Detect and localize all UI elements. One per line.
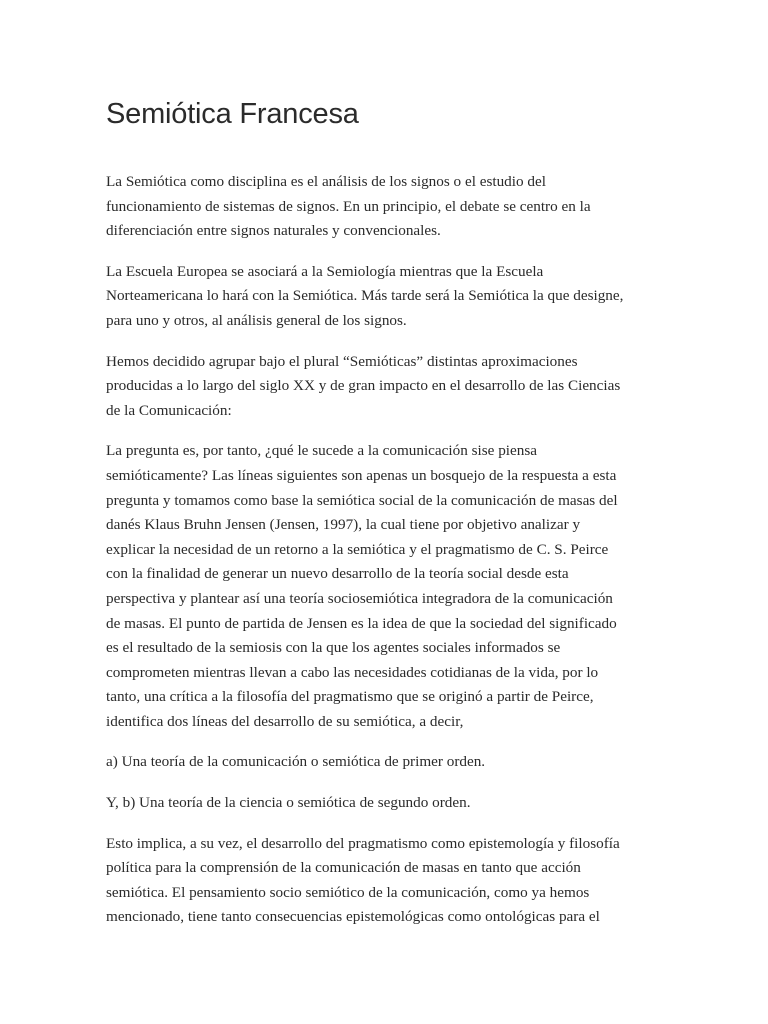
text-line: Norteamericana lo hará con la Semiótica. Más tarde será la Semiótica la que designe, (106, 287, 624, 305)
text-line: de la Comunicación: (106, 401, 232, 419)
paragraph (106, 439, 668, 734)
text-line: La Escuela Europea se asociará a la Semiología mientras que la Escuela (106, 262, 544, 280)
text-line: diferenciación entre signos naturales y convencionales. (106, 222, 441, 240)
text-line: pregunta y tomamos como base la semiótica social de la comunicación de masas del (106, 491, 618, 509)
text-line: es el resultado de la semiosis con la que los agentes sociales informados se (106, 639, 561, 657)
text-line: política para la comprensión de la comunicación de masas en tanto que acción (106, 859, 581, 877)
text-line: semiótica. El pensamiento socio semiótico de la comunicación, como ya hemos (106, 883, 590, 901)
document-title: Semiótica Francesa (106, 98, 359, 130)
text-line: de masas. El punto de partida de Jensen es la idea de que la sociedad del significado (106, 614, 617, 632)
paragraph (106, 832, 668, 930)
paragraph (106, 350, 668, 424)
text-line: identifica dos líneas del desarrollo de su semiótica, a decir, (106, 712, 464, 730)
paragraph (106, 791, 668, 816)
text-line: Y, b) Una teoría de la ciencia o semiótica de segundo orden. (106, 794, 471, 812)
text-line: producidas a lo largo del siglo XX y de gran impacto en el desarrollo de las Ciencias (106, 377, 621, 395)
paragraph (106, 260, 668, 334)
text-line: mencionado, tiene tanto consecuencias epistemológicas como ontológicas para el (106, 908, 600, 926)
document-body (106, 170, 668, 930)
text-line: a) Una teoría de la comunicación o semiótica de primer orden. (106, 753, 486, 771)
text-line: explicar la necesidad de un retorno a la semiótica y el pragmatismo de C. S. Peirce (106, 540, 609, 558)
text-line: para uno y otros, al análisis general de los signos. (106, 311, 407, 329)
text-line: funcionamiento de sistemas de signos. En un principio, el debate se centro en la (106, 197, 591, 215)
text-line: semióticamente? Las líneas siguientes son apenas un bosquejo de la respuesta a esta (106, 466, 617, 484)
paragraph (106, 170, 668, 244)
text-line: con la finalidad de generar un nuevo desarrollo de la teoría social desde esta (106, 565, 569, 583)
text-line: La Semiótica como disciplina es el análisis de los signos o el estudio del (106, 173, 546, 190)
text-line: comprometen mientras llevan a cabo las necesidades cotidianas de la vida, por lo (106, 663, 599, 681)
text-line: Esto implica, a su vez, el desarrollo del pragmatismo como epistemología y filosofía (106, 834, 620, 852)
text-line: perspectiva y plantear así una teoría sociosemiótica integradora de la comunicación (106, 589, 613, 607)
paragraph (106, 750, 668, 775)
text-line: La pregunta es, por tanto, ¿qué le sucede a la comunicación sise piensa (106, 442, 537, 460)
text-line: Hemos decidido agrupar bajo el plural “Semióticas” distintas aproximaciones (106, 352, 578, 370)
text-line: tanto, una crítica a la filosofía del pragmatismo que se originó a partir de Peirce, (106, 688, 594, 706)
text-line: danés Klaus Bruhn Jensen (Jensen, 1997), la cual tiene por objetivo analizar y (106, 516, 581, 534)
